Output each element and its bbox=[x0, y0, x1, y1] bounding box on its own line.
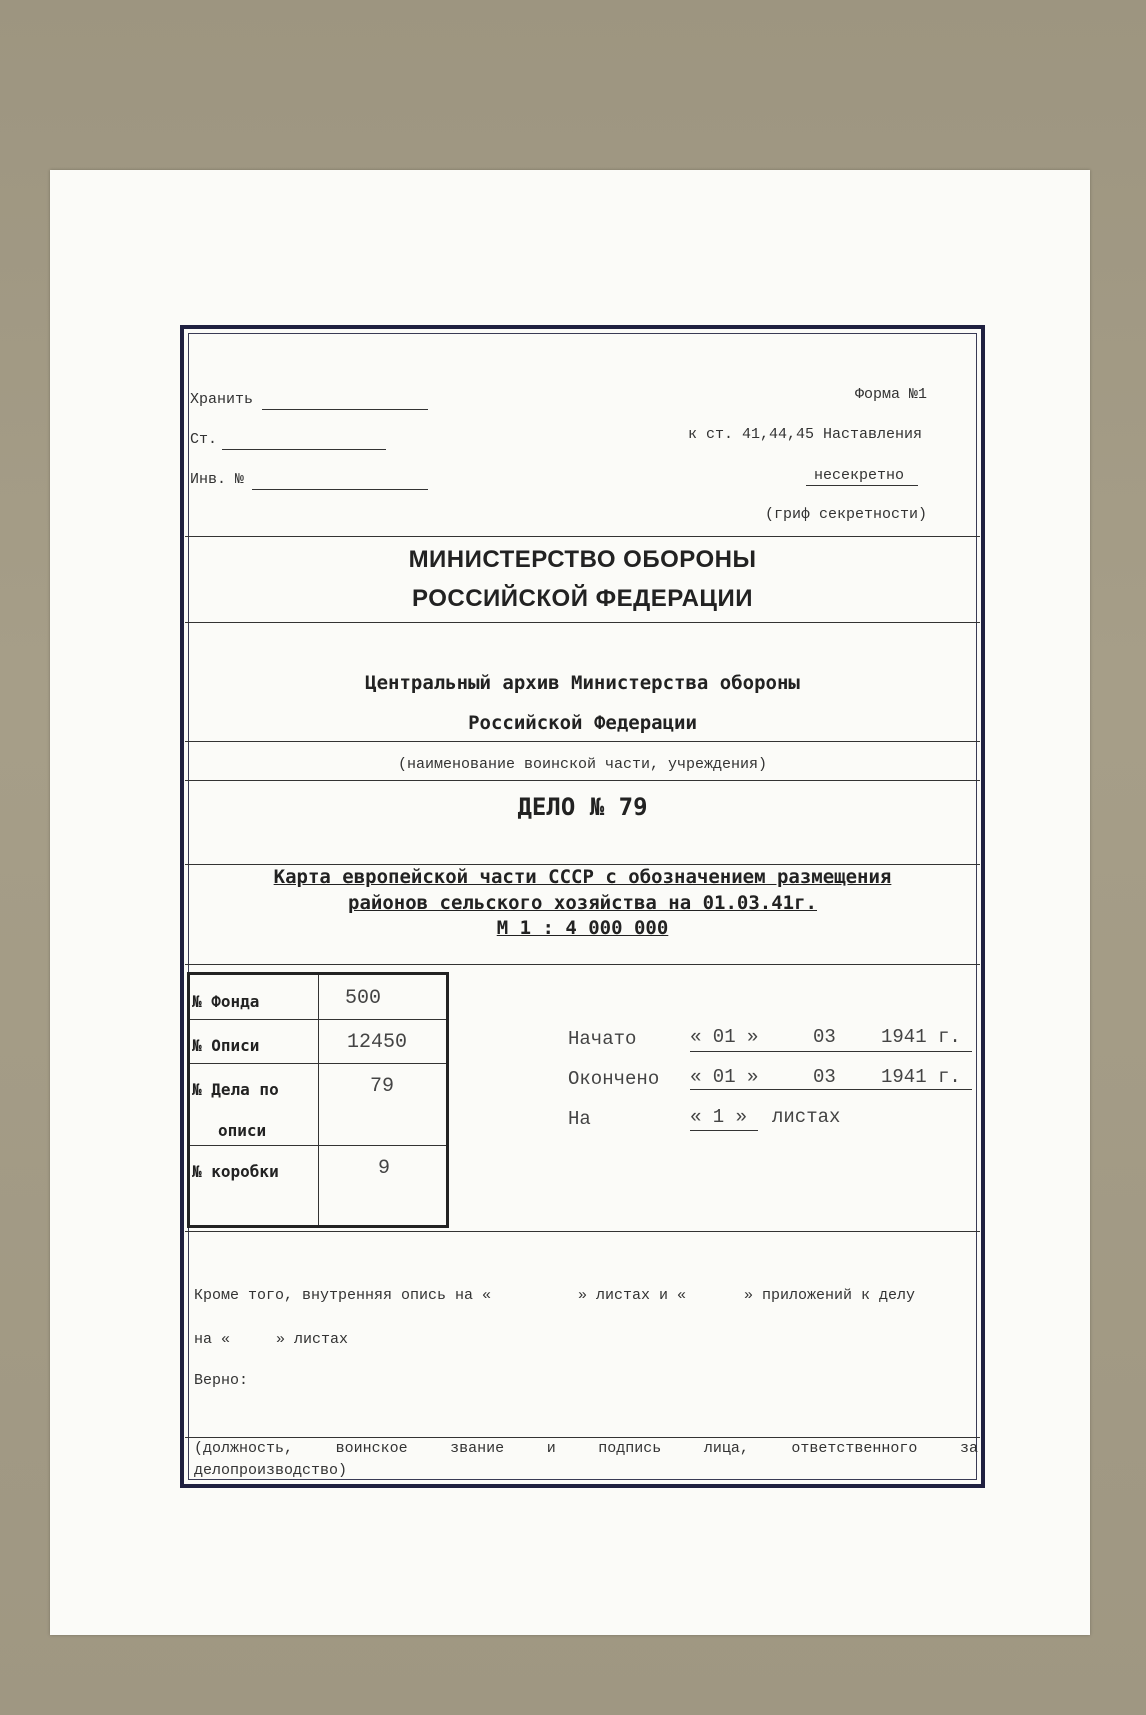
signature-line bbox=[185, 1437, 980, 1438]
inv-underline bbox=[252, 489, 428, 490]
signature-caption-line-2: делопроизводство) bbox=[194, 1462, 348, 1479]
table-row-divider bbox=[190, 1145, 446, 1146]
art-underline bbox=[222, 449, 386, 450]
archive-line-2: Российской Федерации bbox=[468, 712, 697, 734]
started-label: Начато bbox=[568, 1028, 637, 1050]
ended-label: Окончено bbox=[568, 1068, 660, 1090]
table-row-delo-label-2: описи bbox=[218, 1121, 267, 1140]
divider-3 bbox=[185, 741, 980, 742]
extra-inventory-part-2: » листах и « bbox=[578, 1287, 687, 1304]
signature-caption-word: звание bbox=[450, 1440, 505, 1457]
secrecy-underline bbox=[806, 485, 918, 486]
divider-2 bbox=[185, 622, 980, 623]
signature-caption-word: воинское bbox=[335, 1440, 408, 1457]
ended-month: 03 bbox=[813, 1066, 836, 1088]
sheets-label: листах bbox=[772, 1106, 841, 1128]
table-row-fond-label: № Фонда bbox=[192, 992, 260, 1011]
store-label: Хранить bbox=[190, 391, 254, 408]
case-description-line-1: Карта европейской части СССР с обозначением размещения bbox=[273, 866, 892, 888]
divider-7 bbox=[185, 1231, 980, 1232]
on-sheets-part-2: » листах bbox=[276, 1331, 349, 1348]
signature-caption bbox=[194, 1440, 978, 1457]
sheets-underline bbox=[690, 1130, 758, 1131]
table-row-opis-value: 12450 bbox=[347, 1031, 408, 1054]
divider-5 bbox=[185, 864, 980, 865]
table-row-delo-value: 79 bbox=[370, 1075, 395, 1098]
sheets-count: « 1 » bbox=[690, 1106, 748, 1128]
divider-4 bbox=[185, 780, 980, 781]
case-scale: М 1 : 4 000 000 bbox=[496, 917, 669, 939]
started-month: 03 bbox=[813, 1026, 836, 1048]
divider-6 bbox=[185, 964, 980, 965]
ministry-line-1: МИНИСТЕРСТВО ОБОРОНЫ bbox=[408, 546, 757, 573]
divider-1 bbox=[185, 536, 980, 537]
signature-caption-word: ответственного bbox=[791, 1440, 918, 1457]
ended-day: « 01 » bbox=[690, 1066, 759, 1088]
signature-caption-word: подпись bbox=[598, 1440, 662, 1457]
on-sheets-part-1: на « bbox=[194, 1331, 231, 1348]
table-row-divider bbox=[190, 1063, 446, 1064]
secrecy-caption: (гриф секретности) bbox=[765, 506, 928, 523]
archive-line-1: Центральный архив Министерства обороны bbox=[365, 672, 800, 694]
signature-caption-word: и bbox=[546, 1440, 556, 1457]
form-label: Форма №1 bbox=[855, 386, 928, 403]
ended-underline bbox=[690, 1089, 972, 1090]
started-year: 1941 г. bbox=[881, 1026, 961, 1048]
ministry-line-2: РОССИЙСКОЙ ФЕДЕРАЦИИ bbox=[412, 585, 753, 612]
form-reference: к ст. 41,44,45 Наставления bbox=[688, 426, 923, 443]
extra-inventory-part-1: Кроме того, внутренняя опись на « bbox=[194, 1287, 492, 1304]
verified-label: Верно: bbox=[194, 1372, 249, 1389]
store-underline bbox=[262, 409, 428, 410]
started-day: « 01 » bbox=[690, 1026, 759, 1048]
extra-inventory-part-3: » приложений к делу bbox=[744, 1287, 916, 1304]
inv-label: Инв. № bbox=[190, 471, 245, 488]
signature-caption-word: за bbox=[959, 1440, 978, 1457]
unit-caption: (наименование воинской части, учреждения) bbox=[397, 756, 768, 773]
signature-caption-word: лица, bbox=[703, 1440, 749, 1457]
case-title: ДЕЛО № 79 bbox=[517, 793, 648, 821]
table-row-fond-value: 500 bbox=[345, 987, 382, 1010]
table-column-divider bbox=[318, 975, 319, 1225]
table-row-box-label: № коробки bbox=[192, 1162, 279, 1181]
ended-year: 1941 г. bbox=[881, 1066, 961, 1088]
table-row-box-value: 9 bbox=[378, 1157, 391, 1180]
art-label: Ст. bbox=[190, 431, 218, 448]
case-description-line-2: районов сельского хозяйства на 01.03.41г. bbox=[348, 892, 817, 914]
table-row-divider bbox=[190, 1019, 446, 1020]
table-row-delo-label: № Дела по bbox=[192, 1080, 279, 1099]
started-underline bbox=[690, 1051, 972, 1052]
table-row-opis-label: № Описи bbox=[192, 1036, 260, 1055]
signature-caption-word: (должность, bbox=[194, 1440, 294, 1457]
on-label: На bbox=[568, 1108, 591, 1130]
secrecy-value: несекретно bbox=[814, 467, 905, 484]
